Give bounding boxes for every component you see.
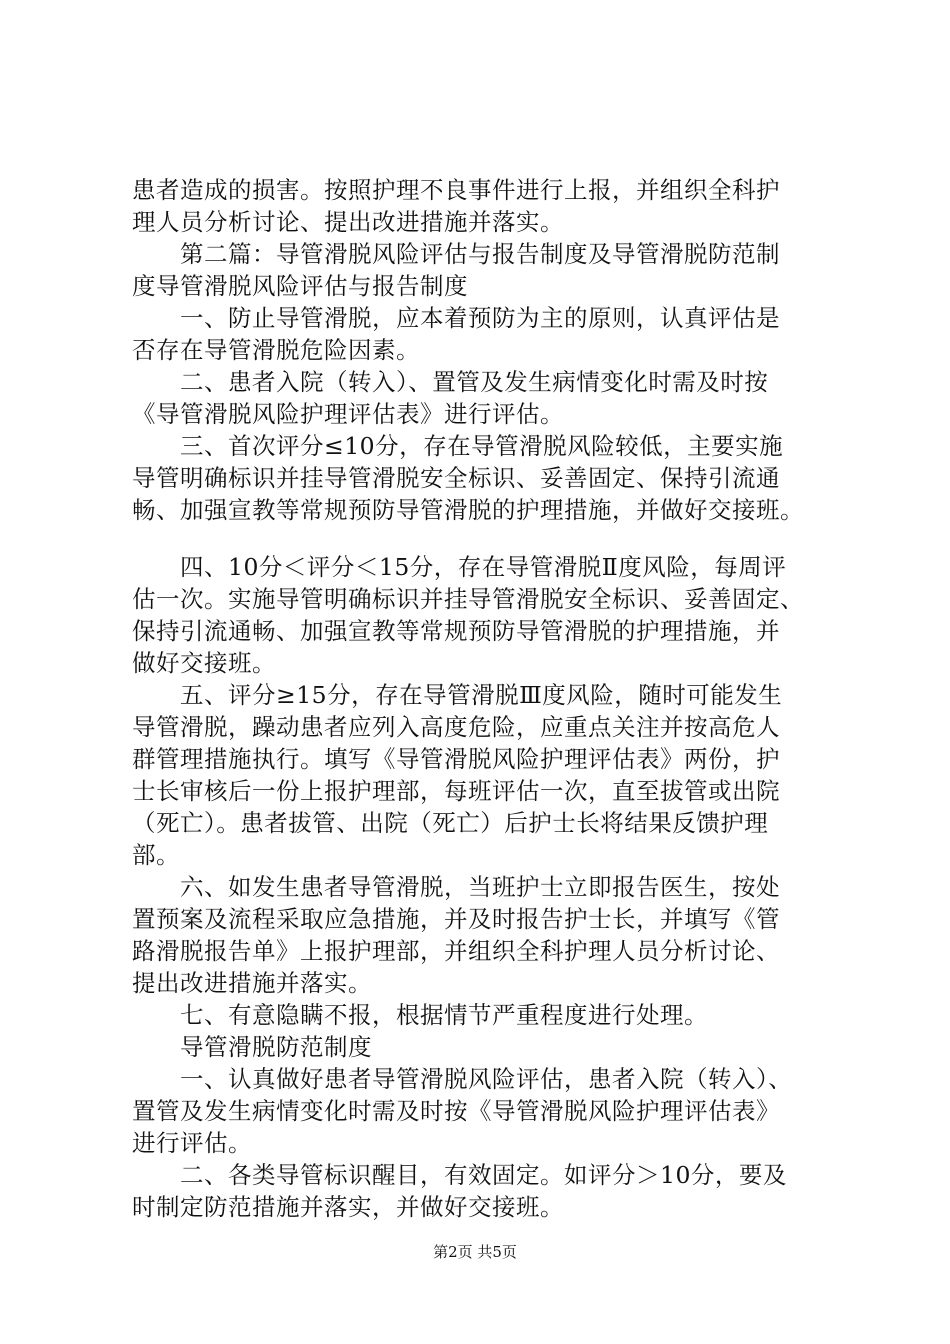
page-footer: 第2页 共5页 [433, 1243, 517, 1261]
text-line: 七、有意隐瞒不报，根据情节严重程度进行处理。 [132, 1001, 708, 1029]
text-line: 士长审核后一份上报护理部，每班评估一次，直至拔管或出院 [132, 777, 780, 805]
text-line: 提出改进措施并落实。 [132, 969, 372, 997]
text-line: 畅、加强宣教等常规预防导管滑脱的护理措施，并做好交接班。 [132, 496, 804, 524]
text-line: 群管理措施执行。填写《导管滑脱风险护理评估表》两份，护 [132, 745, 780, 773]
text-line: 六、如发生患者导管滑脱，当班护士立即报告医生，按处 [132, 873, 780, 901]
text-line: 导管明确标识并挂导管滑脱安全标识、妥善固定、保持引流通 [132, 464, 780, 492]
text-line: 四、10分＜评分＜15分，存在导管滑脱Ⅱ度风险，每周评 [132, 553, 787, 581]
text-line: 《导管滑脱风险护理评估表》进行评估。 [132, 400, 564, 428]
text-line: 路滑脱报告单》上报护理部，并组织全科护理人员分析讨论、 [132, 937, 780, 965]
text-line: 部。 [132, 841, 180, 869]
text-line: 三、首次评分≤10分，存在导管滑脱风险较低，主要实施 [132, 432, 784, 460]
paragraph-gap [132, 526, 832, 551]
text-line: 置管及发生病情变化时需及时按《导管滑脱风险护理评估表》 [132, 1097, 780, 1125]
text-line: 五、评分≥15分，存在导管滑脱Ⅲ度风险，随时可能发生 [132, 681, 783, 709]
text-line: 第二篇：导管滑脱风险评估与报告制度及导管滑脱防范制 [132, 240, 780, 268]
text-line: 二、患者入院（转入）、置管及发生病情变化时需及时按 [132, 368, 769, 396]
text-line: 保持引流通畅、加强宣教等常规预防导管滑脱的护理措施，并 [132, 617, 780, 645]
text-line: （死亡）。患者拔管、出院（死亡）后护士长将结果反馈护理 [132, 809, 769, 837]
text-line: 一、认真做好患者导管滑脱风险评估，患者入院（转入）、 [132, 1065, 793, 1093]
text-line: 时制定防范措施并落实，并做好交接班。 [132, 1193, 564, 1221]
text-line: 否存在导管滑脱危险因素。 [132, 336, 420, 364]
document-body [132, 174, 832, 1223]
text-line: 进行评估。 [132, 1129, 252, 1157]
text-line: 导管滑脱防范制度 [132, 1033, 372, 1061]
text-line: 二、各类导管标识醒目，有效固定。如评分＞10分，要及 [132, 1161, 787, 1189]
text-line: 理人员分析讨论、提出改进措施并落实。 [132, 208, 564, 236]
text-line: 做好交接班。 [132, 649, 276, 677]
text-line: 一、防止导管滑脱，应本着预防为主的原则，认真评估是 [132, 304, 780, 332]
text-line: 置预案及流程采取应急措施，并及时报告护士长，并填写《管 [132, 905, 780, 933]
text-line: 导管滑脱，躁动患者应列入高度危险，应重点关注并按高危人 [132, 713, 780, 741]
text-line: 患者造成的损害。按照护理不良事件进行上报，并组织全科护 [132, 176, 780, 204]
text-line: 度导管滑脱风险评估与报告制度 [132, 272, 468, 300]
text-line: 估一次。实施导管明确标识并挂导管滑脱安全标识、妥善固定、 [132, 585, 804, 613]
